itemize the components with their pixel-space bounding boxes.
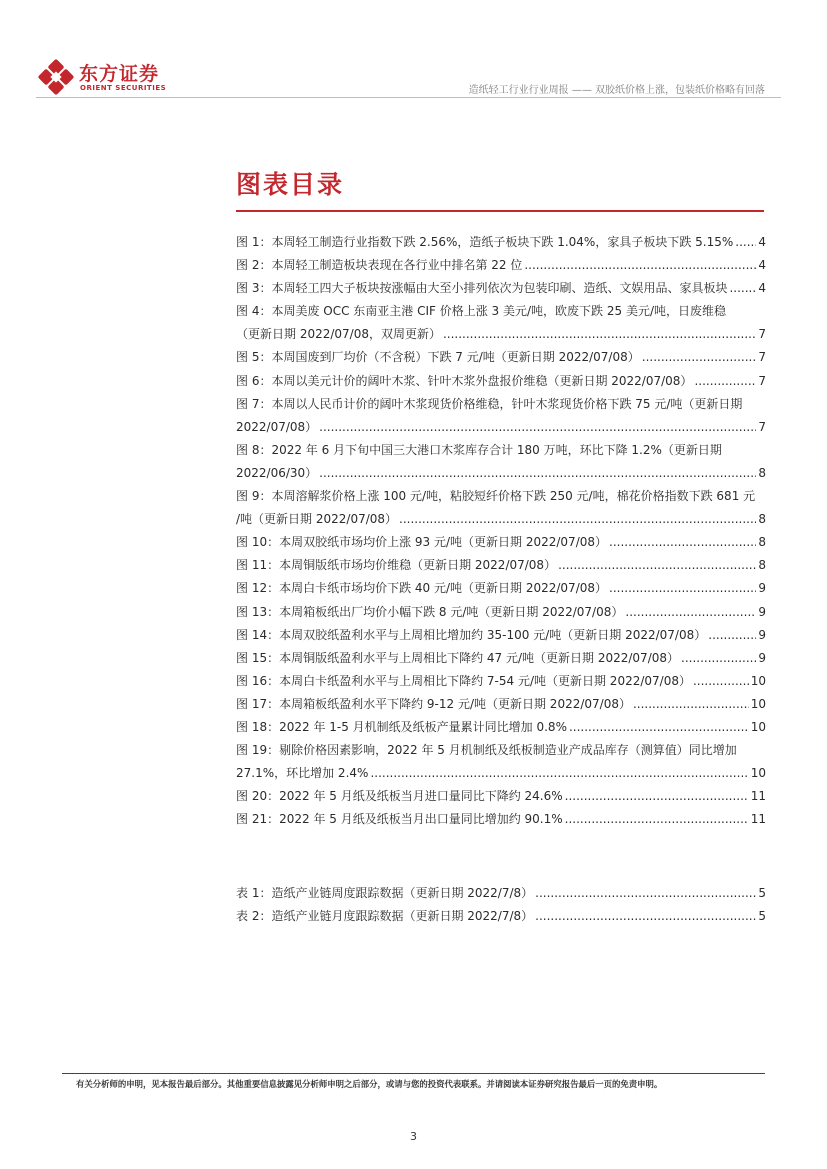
figure-entry-page: 8 [758,558,766,573]
figure-entry-text: 2022/06/30） [236,465,318,480]
figure-entry-text: 图 6：本周以美元计价的阔叶木浆、针叶木浆外盘报价维稳（更新日期 2022/07/08） [236,373,693,388]
figure-entry[interactable] [236,808,766,831]
figure-entry-text: 图 18：2022 年 1-5 月机制纸及纸板产量累计同比增加 0.8% [236,719,567,734]
figure-entry-page: 10 [750,673,766,688]
figure-entry-text: 图 14：本周双胶纸盈利水平与上周相比增加约 35-100 元/吨（更新日期 2022/07/08） [236,627,707,642]
dot-leader [569,716,749,739]
table-entry-line [236,905,766,928]
figure-entry[interactable] [236,346,766,369]
figure-entry-page: 8 [758,512,766,527]
dot-leader [609,577,756,600]
report-title: 造纸轻工行业行业周报 —— 双胶纸价格上涨，包装纸价格略有回落 [468,85,765,96]
figure-entry-line [236,231,766,254]
logo-chinese-name: 东方证券 [79,63,160,85]
figure-entry[interactable] [236,554,766,577]
dot-leader [625,601,756,624]
dot-leader [558,554,756,577]
figure-entry-line [236,624,766,647]
figure-entry[interactable] [236,531,766,554]
figure-entry-page: 9 [758,627,766,642]
dot-leader [708,624,756,647]
figure-entry-line [236,670,766,693]
figure-entry-page: 10 [750,696,766,711]
figure-entry-page: 9 [758,604,766,619]
figure-entry-line [236,739,766,762]
table-entry[interactable] [236,905,766,928]
figure-entry[interactable] [236,300,766,346]
figure-entry-line [236,716,766,739]
figure-entry[interactable] [236,739,766,785]
figure-entry-text: 图 11：本周铜版纸市场均价维稳（更新日期 2022/07/08） [236,558,557,573]
table-entry-line [236,882,766,905]
figure-entry[interactable] [236,254,766,277]
dot-leader [319,462,756,485]
dot-leader [609,531,756,554]
figure-entry-line [236,808,766,831]
figure-entry-text: 图 8：2022 年 6 月下旬中国三大港口木浆库存合计 180 万吨，环比下降 1.2%（更新日期 [236,442,722,457]
footer-divider [62,1073,765,1074]
dot-leader [535,882,756,905]
figure-entry-text: 图 19：剔除价格因素影响，2022 年 5 月机制纸及纸板制造业产成品库存（测算值）同比增加 [236,743,737,758]
figure-entry-line [236,393,766,416]
dot-leader [681,647,756,670]
figure-entry[interactable] [236,624,766,647]
figure-entry-page: 11 [750,789,766,804]
figure-entry[interactable] [236,647,766,670]
figure-entry-line [236,370,766,393]
table-entry[interactable] [236,882,766,905]
orient-logo-icon [38,59,74,95]
dot-leader [370,762,748,785]
figure-entry-text: /吨（更新日期 2022/07/08） [236,512,398,527]
figure-entry[interactable] [236,439,766,485]
figure-entry-text: 图 21：2022 年 5 月纸及纸板当月出口量同比增加约 90.1% [236,812,563,827]
figure-entry-line [236,323,766,346]
figure-entry-line [236,554,766,577]
figure-entry-page: 4 [758,258,766,273]
figure-entry-page: 4 [758,281,766,296]
figure-entry-text: 2022/07/08） [236,419,318,434]
footer-disclaimer: 有关分析师的申明，见本报告最后部分。其他重要信息披露见分析师申明之后部分，或请与您的投资代表联系。并请阅读本证券研究报告最后一页的免责申明。 [76,1079,663,1089]
figure-entry-line [236,439,766,462]
figure-entry-line [236,785,766,808]
figure-entry[interactable] [236,693,766,716]
figure-entry[interactable] [236,716,766,739]
figure-entry-line [236,531,766,554]
figure-entry-line [236,416,766,439]
dot-leader [565,808,749,831]
header-divider [36,97,781,98]
figure-entry-page: 9 [758,650,766,665]
toc-title: 图表目录 [236,170,345,199]
figure-entry-page: 7 [758,373,766,388]
figure-entry-line [236,300,766,323]
dot-leader [735,231,756,254]
figure-entry-text: （更新日期 2022/07/08，双周更新） [236,327,441,342]
figure-entry[interactable] [236,577,766,600]
figure-entry[interactable] [236,601,766,624]
dot-leader [443,323,756,346]
figure-entry[interactable] [236,785,766,808]
figure-entry-line [236,508,766,531]
dot-leader [633,693,749,716]
table-entry-text: 表 1：造纸产业链周度跟踪数据（更新日期 2022/7/8） [236,886,534,900]
dot-leader [729,277,756,300]
dot-leader [319,416,756,439]
table-list [236,882,766,928]
figure-entry-line [236,346,766,369]
dot-leader [565,785,749,808]
figure-entry-line [236,277,766,300]
figure-entry-page: 8 [758,535,766,550]
figure-entry-line [236,693,766,716]
logo-english-name: ORIENT SECURITIES [80,84,167,92]
page-number: 3 [410,1130,417,1143]
company-logo [38,56,180,96]
table-entry-text: 表 2：造纸产业链月度跟踪数据（更新日期 2022/7/8） [236,909,534,924]
figure-entry[interactable] [236,393,766,439]
figure-entry-text: 图 20：2022 年 5 月纸及纸板当月进口量同比下降约 24.6% [236,789,563,804]
figure-entry-text: 图 16：本周白卡纸盈利水平与上周相比下降约 7-54 元/吨（更新日期 2022/07/08） [236,673,691,688]
figure-entry[interactable] [236,370,766,393]
figure-entry-text: 图 15：本周铜版纸盈利水平与上周相比下降约 47 元/吨（更新日期 2022/07/08） [236,650,680,665]
figure-entry-line [236,462,766,485]
figure-entry-page: 7 [758,419,766,434]
figure-entry-text: 图 5：本周国废到厂均价（不含税）下跌 7 元/吨（更新日期 2022/07/08） [236,350,640,365]
toc-title-underline [236,210,764,212]
table-entry-page: 5 [758,886,766,900]
figure-entry-text: 图 17：本周箱板纸盈利水平下降约 9-12 元/吨（更新日期 2022/07/08） [236,696,631,711]
figure-entry-text: 图 9：本周溶解浆价格上涨 100 元/吨，粘胶短纤价格下跌 250 元/吨，棉花价格指数下跌 681 元 [236,489,756,504]
figure-entry-page: 7 [758,327,766,342]
figure-entry-line [236,647,766,670]
figure-entry-line [236,762,766,785]
figure-entry-text: 27.1%，环比增加 2.4% [236,766,369,781]
dot-leader [642,346,757,369]
dot-leader [694,370,756,393]
dot-leader [524,254,756,277]
dot-leader [399,508,756,531]
figure-entry-line [236,577,766,600]
figure-entry-page: 11 [750,812,766,827]
figure-entry-line [236,254,766,277]
figure-entry-page: 4 [758,235,766,249]
figure-entry-text: 图 10：本周双胶纸市场均价上涨 93 元/吨（更新日期 2022/07/08） [236,535,608,550]
figure-entry[interactable] [236,670,766,693]
figure-entry-text: 图 3：本周轻工四大子板块按涨幅由大至小排列依次为包装印刷、造纸、文娱用品、家具板块 [236,281,728,296]
figure-entry-text: 图 1：本周轻工制造行业指数下跌 2.56%，造纸子板块下跌 1.04%，家具子板块下跌 5.15% [236,235,734,249]
figure-entry-page: 9 [758,581,766,596]
figure-entry-page: 8 [758,465,766,480]
figure-entry-text: 图 4：本周美废 OCC 东南亚主港 CIF 价格上涨 3 美元/吨，欧废下跌 25 美元/吨，日废维稳 [236,304,726,319]
figure-list [236,231,766,831]
dot-leader [535,905,756,928]
figure-entry[interactable] [236,485,766,531]
figure-entry[interactable] [236,277,766,300]
dot-leader [693,670,749,693]
figure-entry-page: 10 [750,719,766,734]
figure-entry-text: 图 2：本周轻工制造板块表现在各行业中排名第 22 位 [236,258,523,273]
figure-entry-text: 图 7：本周以人民币计价的阔叶木浆现货价格维稳，针叶木浆现货价格下跌 75 元/吨（更新日期 [236,396,743,411]
figure-entry-page: 7 [758,350,766,365]
figure-entry-line [236,485,766,508]
figure-entry-page: 10 [750,766,766,781]
figure-entry[interactable] [236,231,766,254]
figure-entry-text: 图 12：本周白卡纸市场均价下跌 40 元/吨（更新日期 2022/07/08） [236,581,608,596]
figure-entry-line [236,601,766,624]
table-entry-page: 5 [758,909,766,924]
figure-entry-text: 图 13：本周箱板纸出厂均价小幅下跌 8 元/吨（更新日期 2022/07/08） [236,604,624,619]
